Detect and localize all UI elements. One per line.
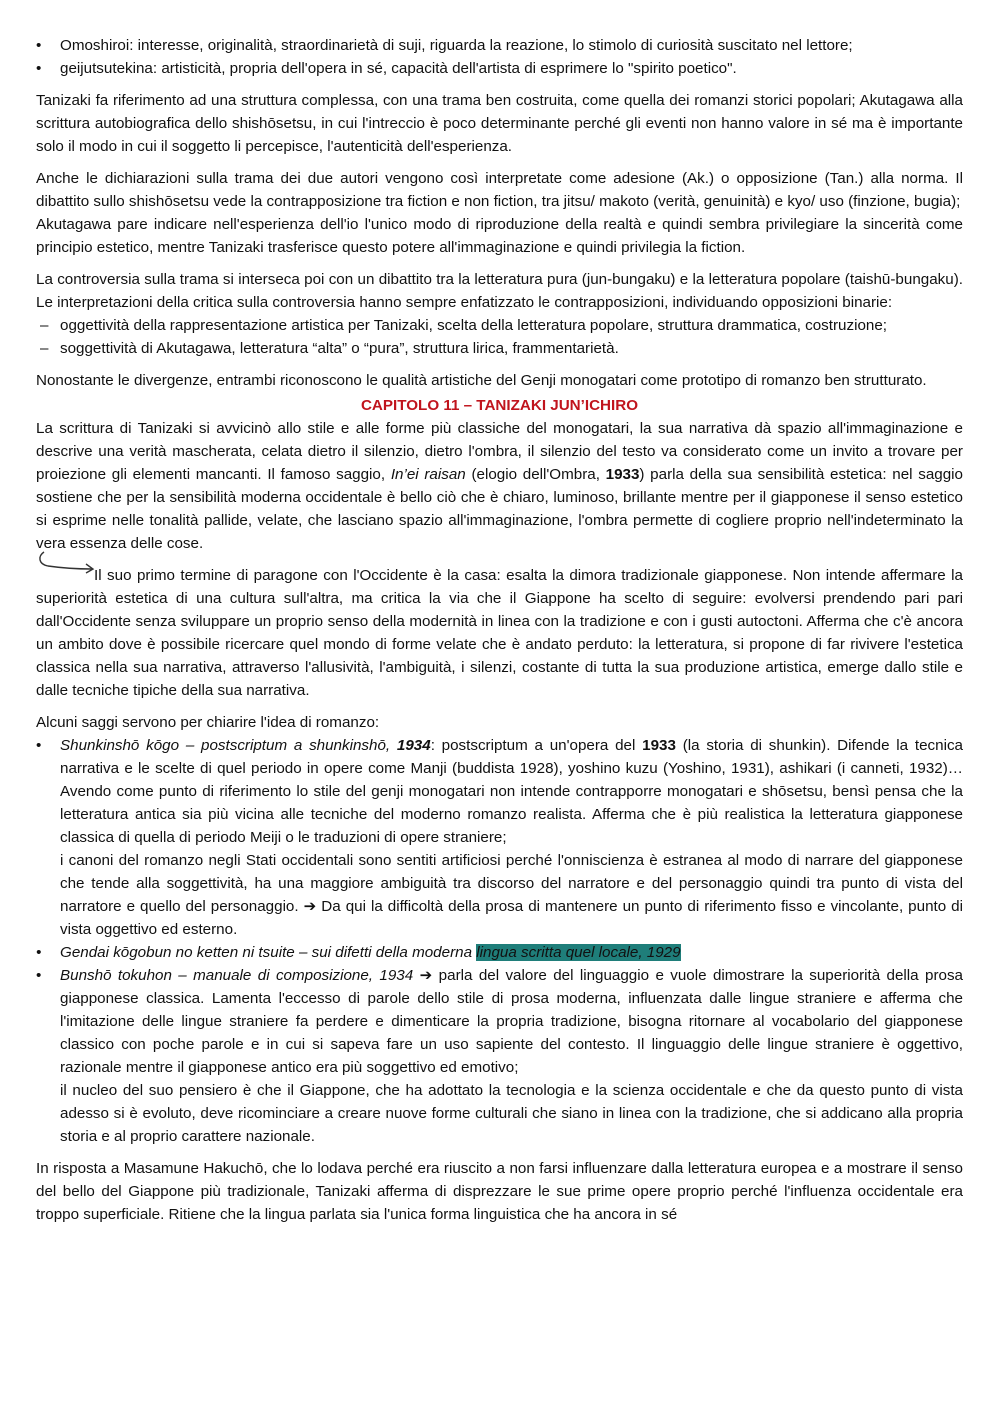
list-item: • Omoshiroi: interesse, originalità, straordinarietà di suji, riguarda la reazione, lo stimolo di curiosità suscitato nel lettore; [36, 34, 963, 57]
arrow-icon: ➔ [303, 898, 317, 915]
binary-oppositions-list [36, 314, 963, 360]
list-item [36, 941, 963, 964]
paragraph-line: Anche le dichiarazioni sulla trama dei due autori vengono così interpretate come adesione (Ak.) o opposizione (Tan.) alla norma. Il dibattito sullo shishōsetsu vede la contrapposizione tra fiction e non fiction, tra jitsu/ makoto (verità, genuinità) e kyo/ uso (finzione, bugia); [36, 170, 963, 210]
list-item: • geijutsutekina: artisticità, propria dell'opera in sé, capacità dell'artista di esprimere lo "spirito poetico". [36, 57, 963, 80]
arrow-icon: ➔ [419, 967, 433, 984]
list-item: • Shunkinshō kōgo – postscriptum a shunkinshō, 1934: postscriptum a un'opera del 1933 (la storia di shunkin). Difende la tecnica narrativa e le scelte di quel periodo in opere come Manji (buddista 1928), yoshino kuzu (Yoshino, 1931), ashikari (i canneti, 1932)… Avendo come punto di riferimento lo stile del genji monogatari non intende contrapporre monogatari e shōsetsu, bensì pensa che la letteratura antica sia più vicina alle tecniche del moderno romanzo realista. Afferma che è più realistica la letteratura giapponese classica di quella di periodo Meiji o le traduzioni di opere straniere; i canoni del romanzo negli Stati occidentali sono sentiti artificiosi perché l'onniscienza è estranea al modo di narrare del giapponese che tende alla soggettività, ha una maggiore ambiguità tra discorso del narratore e del personaggio quindi tra punto di vista del narratore e quello del personaggio. ➔ Da qui la difficoltà della prosa di mantenere un punto di riferimento fisso e vincolante, punto di vista oggettivo ed esterno. [36, 734, 963, 941]
year: 1933 [642, 737, 676, 754]
paragraph: In risposta a Masamune Hakuchō, che lo lodava perché era riuscito a non farsi influenzare dalla letteratura europea e a mostrare il senso del bello del Giappone più tradizionale, Tanizaki afferma di disprezzare le sue prime opere proprio perché l'influenza occidentale era troppo superficiale. Ritiene che la lingua parlata sia l'unica forma linguistica che ha ancora in sé [36, 1160, 963, 1223]
paragraph: La controversia sulla trama si interseca poi con un dibattito tra la letteratura pura (jun-bungaku) e la letteratura popolare (taishū-bungaku). Le interpretazioni della critica sulla controversia hanno sempre enfatizzato le contrapposizioni, individuando opposizioni binarie: [36, 271, 963, 311]
essay-title: In’ei raisan [390, 466, 466, 483]
hand-drawn-arrow-icon [36, 550, 100, 578]
paragraph: Il suo primo termine di paragone con l'Occidente è la casa: esalta la dimora tradizionale giapponese. Non intende affermare la superiorità estetica di una cultura sull'altra, ma critica la via che il Giappone ha scelto di seguire: evolversi prendendo pari pari dall'Occidente senza sviluppare un proprio senso della modernità in linea con la tradizione e con i gusti autoctoni. Afferma che c'è ancora un ambito dove è possibile ricercare quel mondo di forme velate che è andato perduto: la letteratura, si propone di far rivivere l'estetica classica nella sua narrativa, attraverso l'allusività, l'ambiguità, i silenzi, costante di tutta la sua produzione artistica, emerge dallo stile e dalle tecniche tipiche della sua narrativa. [36, 564, 963, 702]
year: 1933 [605, 466, 640, 483]
chapter-title: CAPITOLO 11 – TANIZAKI JUN’ICHIRO [360, 397, 639, 414]
paragraph: Tanizaki fa riferimento ad una struttura complessa, con una trama ben costruita, come quella dei romanzi storici popolari; Akutagawa alla scrittura autobiografica dello shishōsetsu, in cui l'intreccio è poco determinante perché gli eventi non hanno valore in sé ma è importante solo il modo in cui il soggetto li percepisce, l'autenticità dell'esperienza. [36, 92, 963, 155]
essay-title: Shunkinshō kōgo – postscriptum a shunkinshō, [60, 737, 397, 754]
paragraph-line: Akutagawa pare indicare nell'esperienza dell'io l'unico modo di riproduzione della realtà e quindi sembra privilegiare la sincerità come principio estetico, mentre Tanizaki trasferisce questo potere all'immaginazione e quindi privilegia la fiction. [36, 216, 963, 256]
year: 1934 [396, 737, 431, 754]
essays-list [36, 734, 963, 1148]
list-item: – oggettività della rappresentazione artistica per Tanizaki, scelta della letteratura popolare, struttura drammatica, costruzione; [36, 314, 963, 337]
essay-title: Gendai kōgobun no ketten ni tsuite – sui difetti della moderna [60, 944, 477, 961]
definitions-list [36, 34, 963, 80]
highlighted-text: lingua scritta quel locale, 1929 [476, 944, 681, 961]
paragraph: La scrittura di Tanizaki si avvicinò allo stile e alle forme più classiche del monogatari, la sua narrativa dà spazio all'immaginazione e descrive una verità mascherata, celata dietro il silenzio, dietro l'ombra, il silenzio del testo va considerato come un invito a trovare per proiezione gli elementi mancanti. Il famoso saggio, In’ei raisan (elogio dell'Ombra, 1933) parla della sua sensibilità estetica: nel saggio sostiene che per la sensibilità moderna occidentale è bello ciò che è chiaro, luminoso, brillante mentre per il giapponese il senso estetico si esprime nelle tonalità pallide, velate, che lasciano spazio all'immaginazione, l'ombra permette di cogliere proprio nell'indeterminato la vera essenza delle cose. [36, 420, 964, 552]
paragraph: Alcuni saggi servono per chiarire l'idea di romanzo: [36, 714, 380, 731]
paragraph: Nonostante le divergenze, entrambi riconoscono le qualità artistiche del Genji monogatari come prototipo di romanzo ben strutturato. [36, 372, 927, 389]
list-item: • Bunshō tokuhon – manuale di composizione, 1934 ➔ parla del valore del linguaggio e vuole dimostrare la superiorità della prosa giapponese classica. Lamenta l'eccesso di parole dello stile di prosa moderna, influenzata dalle lingue straniere e afferma che l'imitazione delle lingue straniere fa perdere e dimenticare la propria tradizione, bisogna ritornare al vocabolario del giapponese classico con poche parole e in cui si sapeva fare un uso sapiente del contesto. Il linguaggio delle lingue straniere è oggettivo, razionale mentre il giapponese antico era più soggettivo ed emotivo; il nucleo del suo pensiero è che il Giappone, che ha adottato la tecnologia e la scienza occidentale e che da questo punto di vista adesso si è evoluto, deve ricominciare a creare nuove forme culturali che siano in linea con la tradizione, che si addicano alla propria storia e al proprio carattere nazionale. [36, 964, 963, 1148]
paragraph [36, 167, 963, 259]
list-item: – soggettività di Akutagawa, letteratura “alta” o “pura”, struttura lirica, frammentarietà. [36, 337, 963, 360]
essay-title: Bunshō tokuhon – manuale di composizione, 1934 [60, 967, 414, 984]
